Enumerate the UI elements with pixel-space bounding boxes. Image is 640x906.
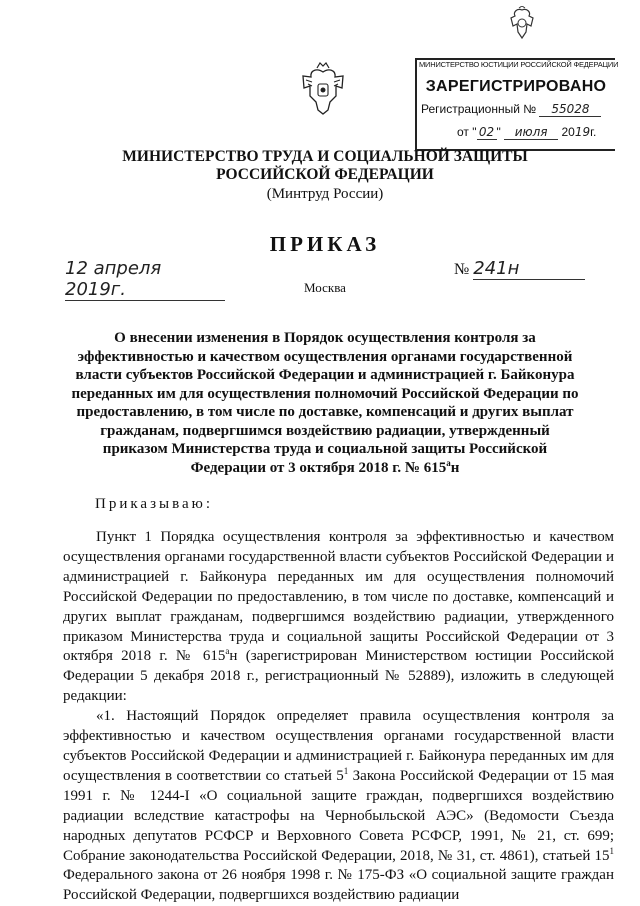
document-type: ПРИКАЗ (269, 232, 381, 256)
order-number-value: 241н (473, 258, 585, 280)
stamp-ministry: МИНИСТЕРСТВО ЮСТИЦИИ РОССИЙСКОЙ ФЕДЕРАЦИИ (419, 60, 619, 69)
document-body (63, 528, 614, 906)
paragraph-1-text-b: н (зарегистрирован Министерством юстиции Российской Федерации 5 декабря 2018 г., регистрационный № 52889), изложить в следующей редакции: (63, 648, 615, 705)
stamp-reg-number-value: 55028 (539, 102, 601, 117)
stamp-date-mid: " (496, 125, 501, 139)
stamp-date-month: июля (504, 125, 558, 140)
order-date: 12 апреля 2019г. (65, 258, 225, 301)
stamp-date-prefix: от " (457, 125, 477, 139)
ministry-line-1: МИНИСТЕРСТВО ТРУДА И СОЦИАЛЬНОЙ ЗАЩИТЫ (122, 148, 528, 165)
stamp-date-year: 19 (574, 125, 591, 139)
paragraph-1-text-a: Пункт 1 Порядка осуществления контроля за эффективностью и качеством осуществления органами государственной власти субъектов Российской Федерации и администрацией г. Байконура переданных им для осуществления полномочий Российской Федерации по предоставлению, в том числе по доставке, компенсаций и других выплат гражданам, подвергшимся воздействию радиации, утвержденного приказом Министерства труда и социальной защиты Российской Федерации от 3 октября 2018 г. № 615 (63, 529, 614, 665)
registration-stamp (415, 6, 619, 147)
stamp-date-suffix: г. (590, 125, 597, 139)
stamp-emblem-icon (507, 6, 537, 42)
paragraph-1 (63, 528, 614, 707)
title-suffix: н (450, 459, 460, 476)
order-number (454, 258, 585, 280)
stamp-reg-number (421, 102, 601, 117)
state-emblem-icon (298, 62, 348, 118)
stamp-date (457, 125, 596, 140)
stamp-reg-number-label: Регистрационный № (421, 102, 537, 116)
order-directive: Приказываю: (95, 496, 213, 512)
ministry-name (60, 148, 590, 184)
city: Москва (304, 280, 346, 295)
document-title (70, 329, 580, 477)
title-sup: а (446, 457, 451, 468)
ministry-line-2: РОССИЙСКОЙ ФЕДЕРАЦИИ (216, 166, 434, 183)
stamp-date-year-prefix: 20 (561, 125, 575, 139)
order-number-label: № (454, 261, 470, 278)
paragraph-2-text-c: Федерального закона от 26 ноября 1998 г. № 175-ФЗ «О социальной защите граждан Российской Федерации, подвергшихся воздействию радиации (63, 867, 614, 904)
paragraph-2-text-b: Закона Российской Федерации от 15 мая 1991 г. № 1244-I «О социальной защите граждан, подвергшихся воздействию радиации вследствие катастрофы на Чернобыльской АЭС» (Ведомости Съезда народных депутатов РСФСР и Верховного Совета РСФСР, 1991, № 21, ст. 699; Собрание законодательства Российской Федерации, 2018, № 31, ст. 4861), статьей 15 (63, 767, 615, 864)
stamp-registered: ЗАРЕГИСТРИРОВАНО (425, 78, 607, 95)
ministry-short-name: (Минтруд России) (266, 186, 384, 202)
paragraph-2 (63, 707, 614, 906)
paragraph-1-sup: а (225, 646, 230, 657)
title-text: О внесении изменения в Порядок осуществления контроля за эффективностью и качеством осуществления органами государственной власти субъектов Российской Федерации и администрацией г. Байконура переданных им для осуществления полномочий Российской Федерации по предоставлению, в том числе по доставке, компенсаций и других выплат гражданам, подвергшимся воздействию радиации, утвержденный приказом Министерства труда и социальной защиты Российской Федерации от 3 октября 2018 г. № 615 (71, 330, 579, 476)
stamp-date-day: 02 (477, 125, 497, 140)
paragraph-2-sup-1: 1 (343, 765, 349, 776)
paragraph-2-text-a: «1. Настоящий Порядок определяет правила осуществления контроля за эффективностью и качеством осуществления органами государственной власти субъектов Российской Федерации и администрацией г. Байконура переданных им для осуществления в соответствии со статьей 5 (63, 708, 614, 784)
paragraph-2-sup-2: 1 (609, 845, 614, 856)
